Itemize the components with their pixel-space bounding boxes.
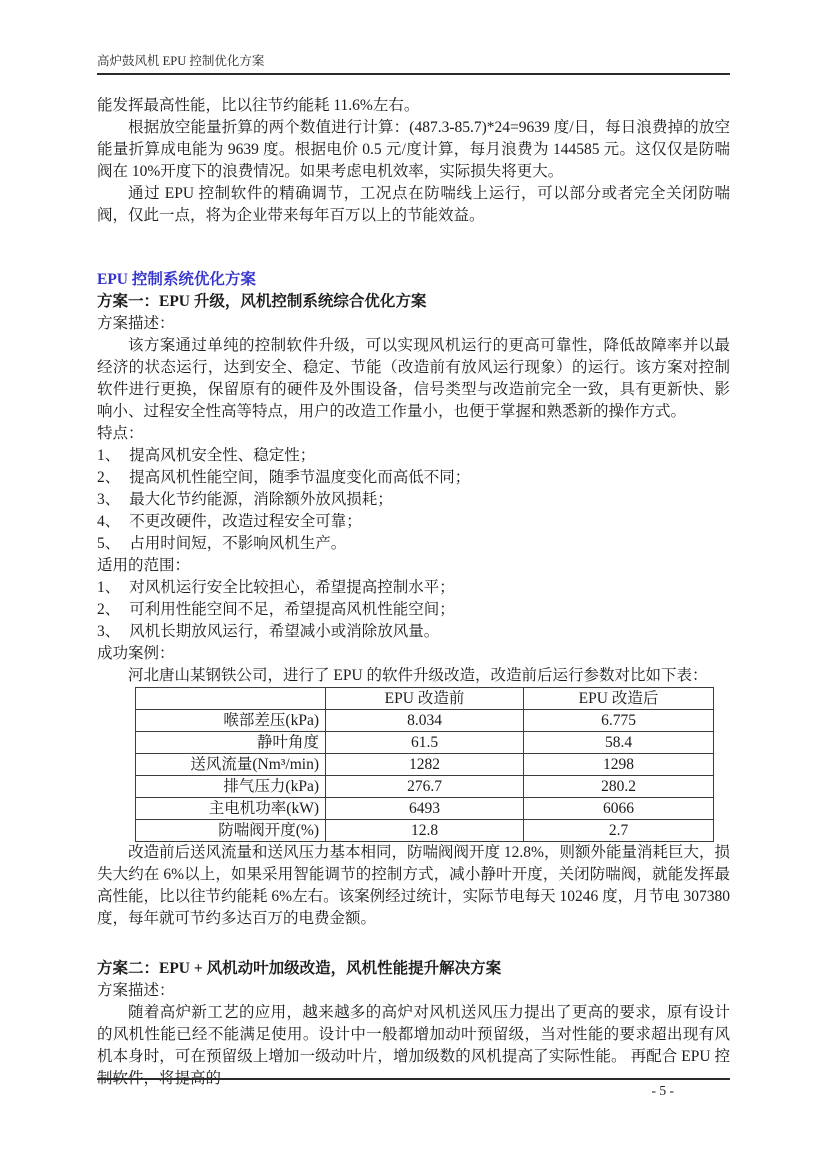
plan2-desc: 随着高炉新工艺的应用，越来越多的高炉对风机送风压力提出了更高的要求，原有设计的风机性能已经不能满足使用。设计中一般都增加动叶预留级，当对性能的要求超出现有风机本身时，可在预留级上增加一级动叶片，增加级数的风机提高了实际性能。 再配合 EPU 控制软件，将提高的 [97,1004,730,1087]
scope-item-text: 对风机运行安全比较担心，希望提高控制水平； [129,579,455,596]
plan1-conclusion: 改造前后送风流量和送风压力基本相同，防喘阀阀开度 12.8%，则额外能量消耗巨大，损失大约在 6%以上，如果采用智能调节的控制方式，减小静叶开度，关闭防喘阀，就能发挥最高性能，比以往节约能耗 6%左右。该案例经过统计，实际节电每天 10246 度，月节电 307380 度，每年就可节约多达百万的电费金额。 [97,844,730,927]
feature-item-number: 3、 [97,491,121,508]
feature-item [97,445,730,467]
scope-item-text: 风机长期放风运行，希望减小或消除放风量。 [129,623,440,640]
feature-item-text: 占用时间短，不影响风机生产。 [129,535,347,552]
plan1-desc: 该方案通过单纯的控制软件升级，可以实现风机运行的更高可靠性，降低故障率并以最经济的状态运行，达到安全、稳定、节能（改造前有放风运行现象）的运行。该方案对控制软件进行更换，保留原有的硬件及外围设备，信号类型与改造前完全一致，具有更新快、影响小、过程安全性高等特点，用户的改造工作量小，也便于掌握和熟悉新的操作方式。 [97,337,730,420]
paragraph-continuation: 能发挥最高性能，比以往节约能耗 11.6%左右。 [97,97,420,114]
table-row [136,820,714,842]
value-before: 12.8 [326,820,524,842]
document-body [97,95,730,1090]
value-after: 6.775 [524,710,714,732]
table-header-cell [136,688,326,710]
value-after: 2.7 [524,820,714,842]
page-footer [97,1078,730,1099]
row-label: 静叶角度 [136,732,326,754]
row-label: 主电机功率(kW) [136,798,326,820]
feature-item-text: 提高风机安全性、稳定性； [129,447,316,464]
feature-item [97,511,730,533]
page-number: - 5 - [651,1083,674,1098]
feature-item-number: 2、 [97,469,121,486]
table-header-cell: EPU 改造前 [326,688,524,710]
scope-item [97,577,730,599]
section-title: EPU 控制系统优化方案 [97,271,256,288]
value-after: 280.2 [524,776,714,798]
case-label: 成功案例： [97,645,175,662]
value-before: 61.5 [326,732,524,754]
value-before: 8.034 [326,710,524,732]
scope-label: 适用的范围： [97,557,191,574]
scope-item [97,599,730,621]
scope-item [97,621,730,643]
page-header [97,53,730,75]
scope-item-text: 可利用性能空间不足，希望提高风机性能空间； [129,601,455,618]
plan1-desc-label: 方案描述： [97,315,175,332]
case-intro: 河北唐山某钢铁公司，进行了 EPU 的软件升级改造，改造前后运行参数对比如下表： [128,667,708,684]
feature-item-text: 最大化节约能源，消除额外放风损耗； [129,491,393,508]
header-title: 高炉鼓风机 EPU 控制优化方案 [97,54,265,68]
row-label: 喉部差压(kPa) [136,710,326,732]
table-header-cell: EPU 改造后 [524,688,714,710]
value-before: 6493 [326,798,524,820]
comparison-table [135,687,714,842]
value-after: 58.4 [524,732,714,754]
feature-item-number: 4、 [97,513,121,530]
feature-item-text: 不更改硬件，改造过程安全可靠； [129,513,362,530]
table-row [136,754,714,776]
value-before: 1282 [326,754,524,776]
table-row [136,798,714,820]
feature-item [97,489,730,511]
table-row [136,710,714,732]
scope-item-number: 3、 [97,623,121,640]
plan1-title: 方案一：EPU 升级，风机控制系统综合优化方案 [97,293,427,310]
scope-item-number: 2、 [97,601,121,618]
table-header-row [136,688,714,710]
row-label: 排气压力(kPa) [136,776,326,798]
value-before: 276.7 [326,776,524,798]
feature-item [97,533,730,555]
table-row [136,776,714,798]
value-after: 1298 [524,754,714,776]
paragraph-epu-benefit: 通过 EPU 控制软件的精确调节，工况点在防喘线上运行，可以部分或者完全关闭防喘阀，仅此一点，将为企业带来每年百万以上的节能效益。 [97,185,730,224]
table-row [136,732,714,754]
feature-item-number: 1、 [97,447,121,464]
scope-item-number: 1、 [97,579,121,596]
plan2-title: 方案二：EPU + 风机动叶加级改造，风机性能提升解决方案 [97,960,502,977]
row-label: 防喘阀开度(%) [136,820,326,842]
feature-item-text: 提高风机性能空间，随季节温度变化而高低不同； [129,469,471,486]
row-label: 送风流量(Nm³/min) [136,754,326,776]
value-after: 6066 [524,798,714,820]
feature-item-number: 5、 [97,535,121,552]
features-label: 特点： [97,425,144,442]
plan2-desc-label: 方案描述： [97,982,175,999]
feature-item [97,467,730,489]
paragraph-calculation: 根据放空能量折算的两个数值进行计算：(487.3-85.7)*24=9639 度/日，每日浪费掉的放空能量折算成电能为 9639 度。根据电价 0.5 元/度计算，每月浪费为 144585 元。这仅仅是防喘阀在 10%开度下的浪费情况。如果考虑电机效率，实际损失将更大。 [97,119,730,180]
